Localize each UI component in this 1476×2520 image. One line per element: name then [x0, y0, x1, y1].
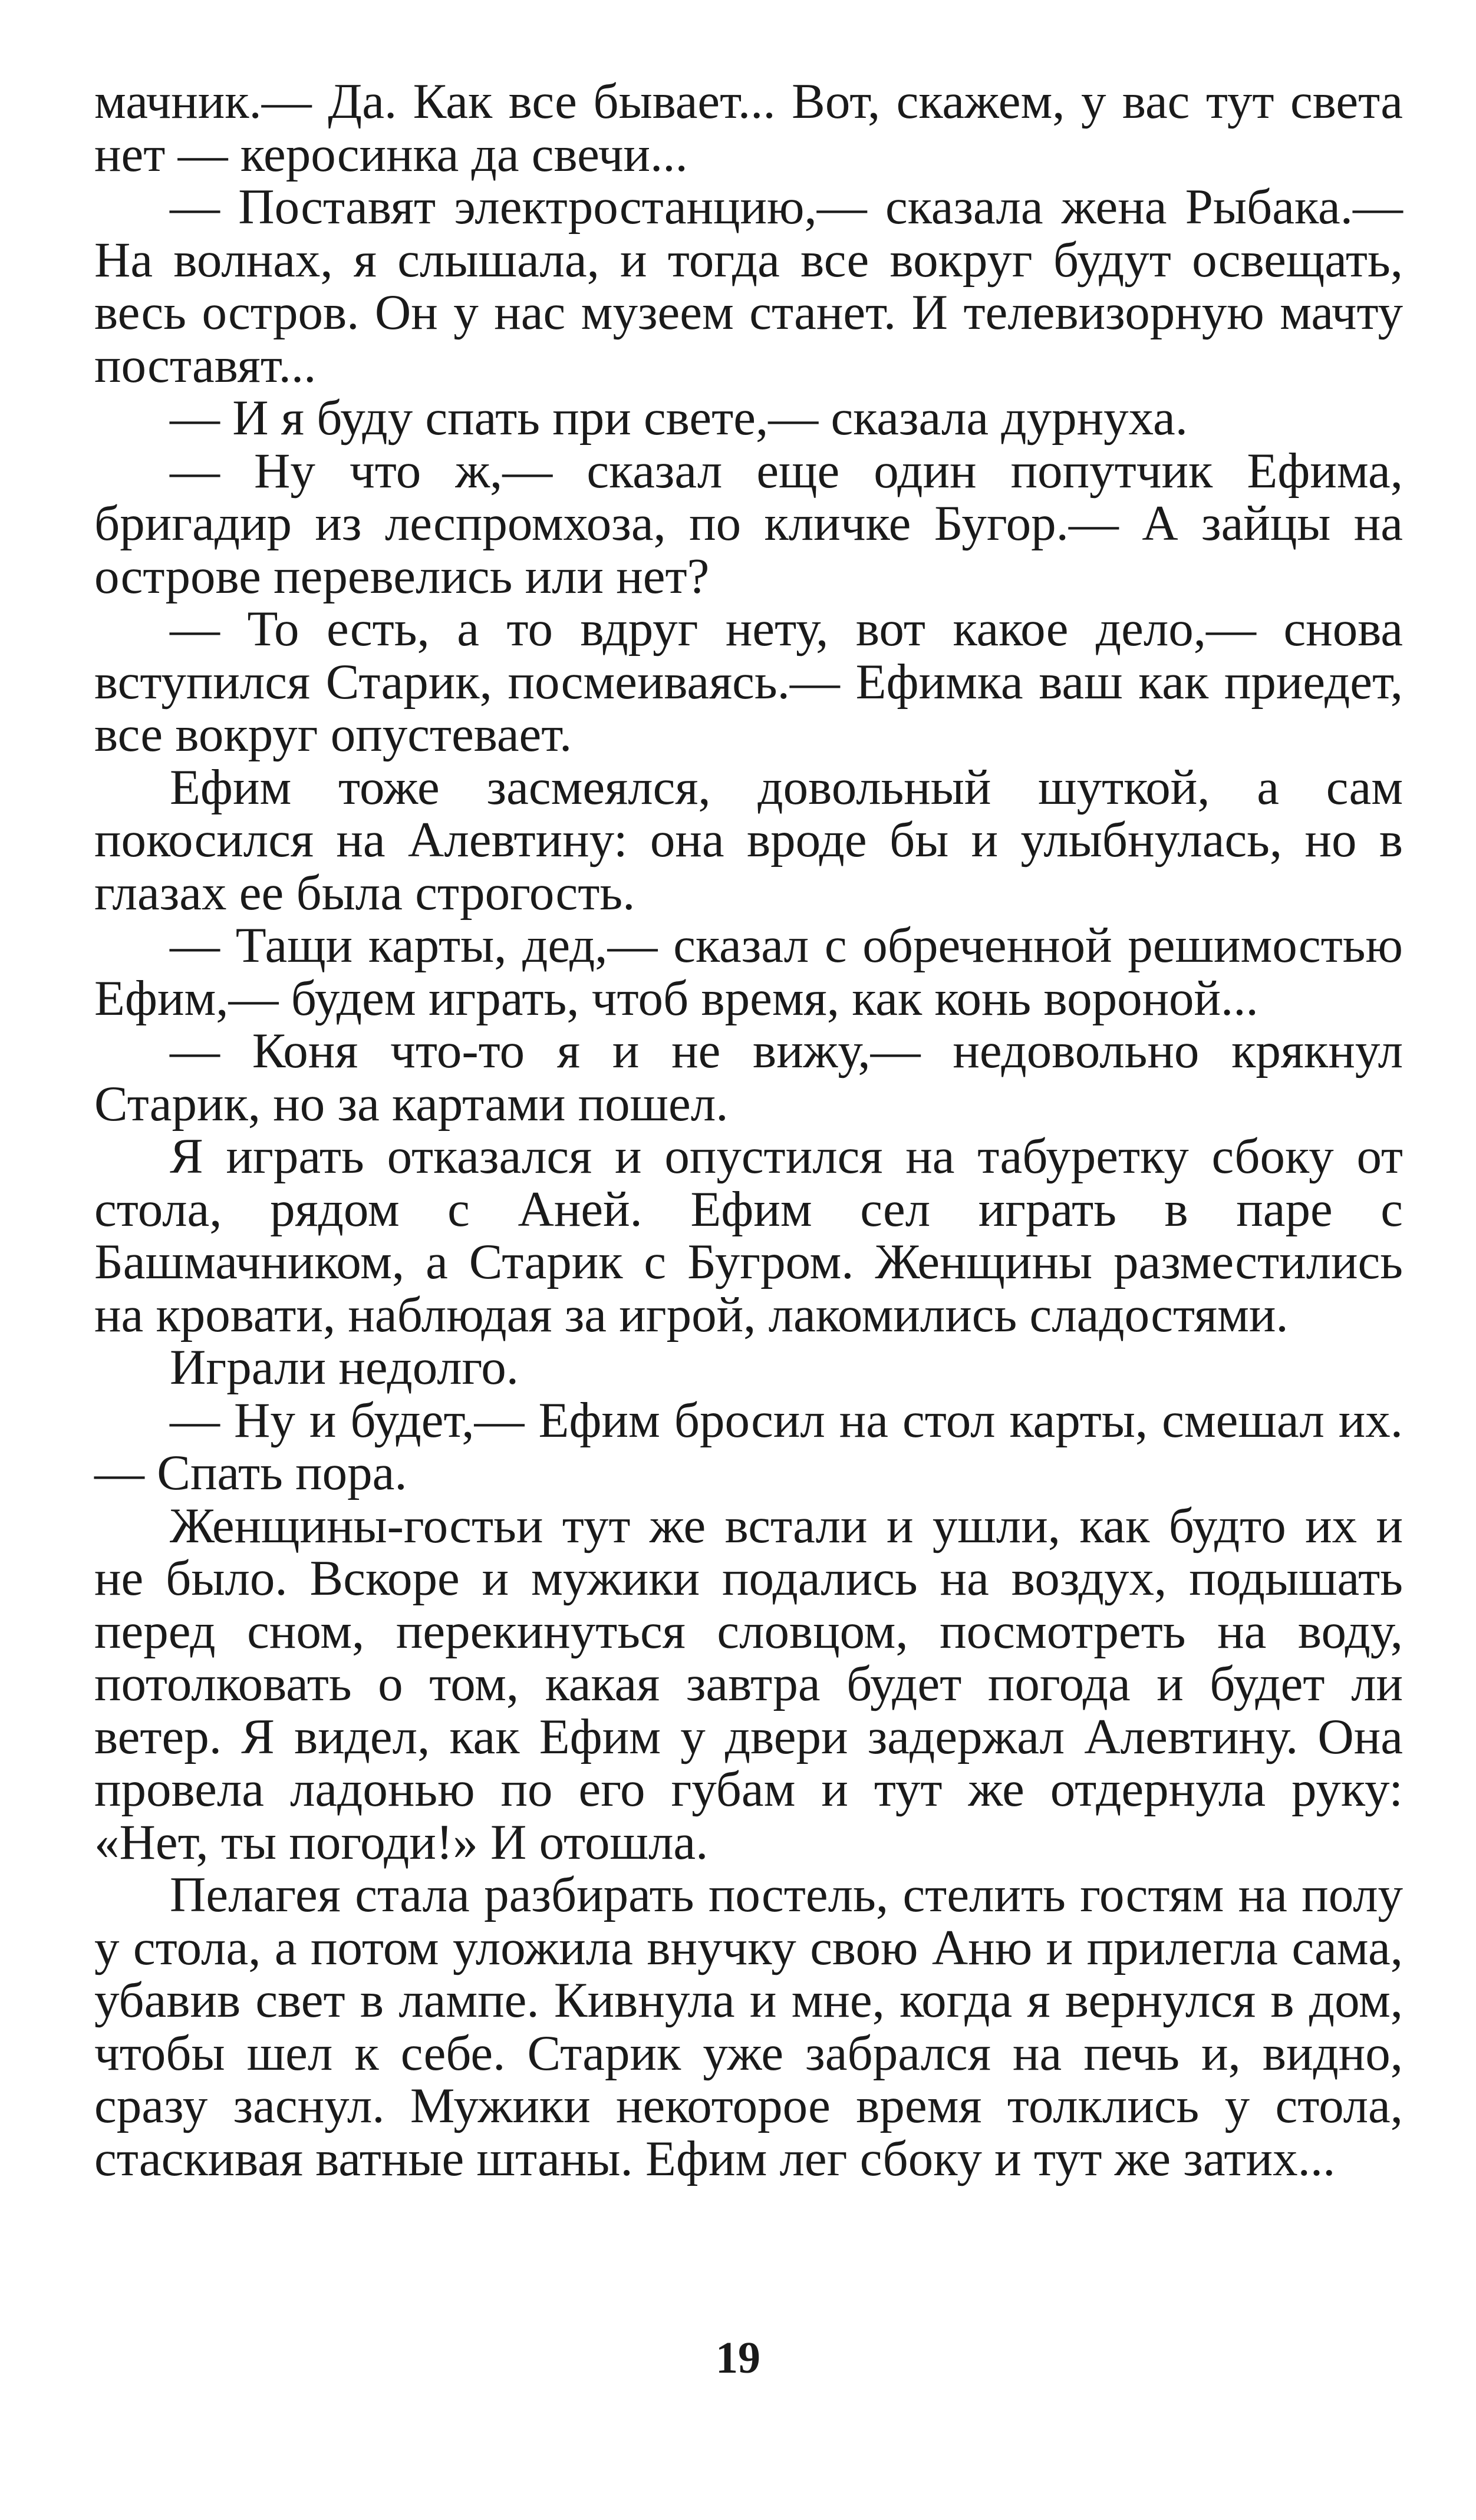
- paragraph: — То есть, а то вдруг нету, вот какое дело,— снова вступился Старик, посмеиваясь.— Ефимка ваш как приедет, все вокруг опустевает.: [94, 601, 1403, 762]
- paragraph: Я играть отказался и опустился на табуретку сбоку от стола, рядом с Аней. Ефим сел играть в паре с Башмачником, а Старик с Бугром. Женщины разместились на кровати, наблюдая за игрой, лакомились сладостями.: [94, 1129, 1403, 1343]
- page-number: 19: [716, 2333, 760, 2383]
- paragraph: — Ну и будет,— Ефим бросил на стол карты, смешал их.— Спать пора.: [94, 1392, 1403, 1500]
- paragraph: Пелагея стала разбирать постель, стелить гостям на полу у стола, а потом уложила внучку свою Аню и прилегла сама, убавив свет в лампе. Кивнула и мне, когда я вернулся в дом, чтобы шел к себе. Старик уже забрался на печь и, видно, сразу заснул. Мужики некоторое время толклись у стола, стаскивая ватные штаны. Ефим лег сбоку и тут же затих...: [94, 1867, 1403, 2186]
- paragraph: — И я буду спать при свете,— сказала дурнуха.: [170, 390, 1188, 446]
- paragraph: — Тащи карты, дед,— сказал с обреченной решимостью Ефим,— будем играть, чтоб время, как конь вороной...: [94, 918, 1403, 1026]
- paragraph: — Коня что-то я и не вижу,— недовольно крякнул Старик, но за картами пошел.: [94, 1023, 1403, 1132]
- body-text: [94, 75, 1403, 2185]
- paragraph: — Поставят электростанцию,— сказала жена Рыбака.— На волнах, я слышала, и тогда все вокруг будут освещать, весь остров. Он у нас музеем станет. И телевизорную мачту поставят...: [94, 179, 1403, 393]
- paragraph: Играли недолго.: [170, 1340, 519, 1395]
- paragraph: мачник.— Да. Как все бывает... Вот, скажем, у вас тут света нет — керосинка да свечи...: [94, 74, 1403, 182]
- paragraph: Женщины-гостьи тут же встали и ушли, как будто их и не было. Вскоре и мужики подались на воздух, подышать перед сном, перекинуться словцом, посмотреть на воду, потолковать о том, какая завтра будет погода и будет ли ветер. Я видел, как Ефим у двери задержал Алевтину. Она провела ладонью по его губам и тут же отдернула руку: «Нет, ты погоди!» И отошла.: [94, 1498, 1403, 1870]
- paragraph: Ефим тоже засмеялся, довольный шуткой, а сам покосился на Алевтину: она вроде бы и улыбнулась, но в глазах ее была строгость.: [94, 759, 1403, 921]
- paragraph: — Ну что ж,— сказал еще один попутчик Ефима, бригадир из леспромхоза, по кличке Бугор.— А зайцы на острове перевелись или нет?: [94, 443, 1403, 604]
